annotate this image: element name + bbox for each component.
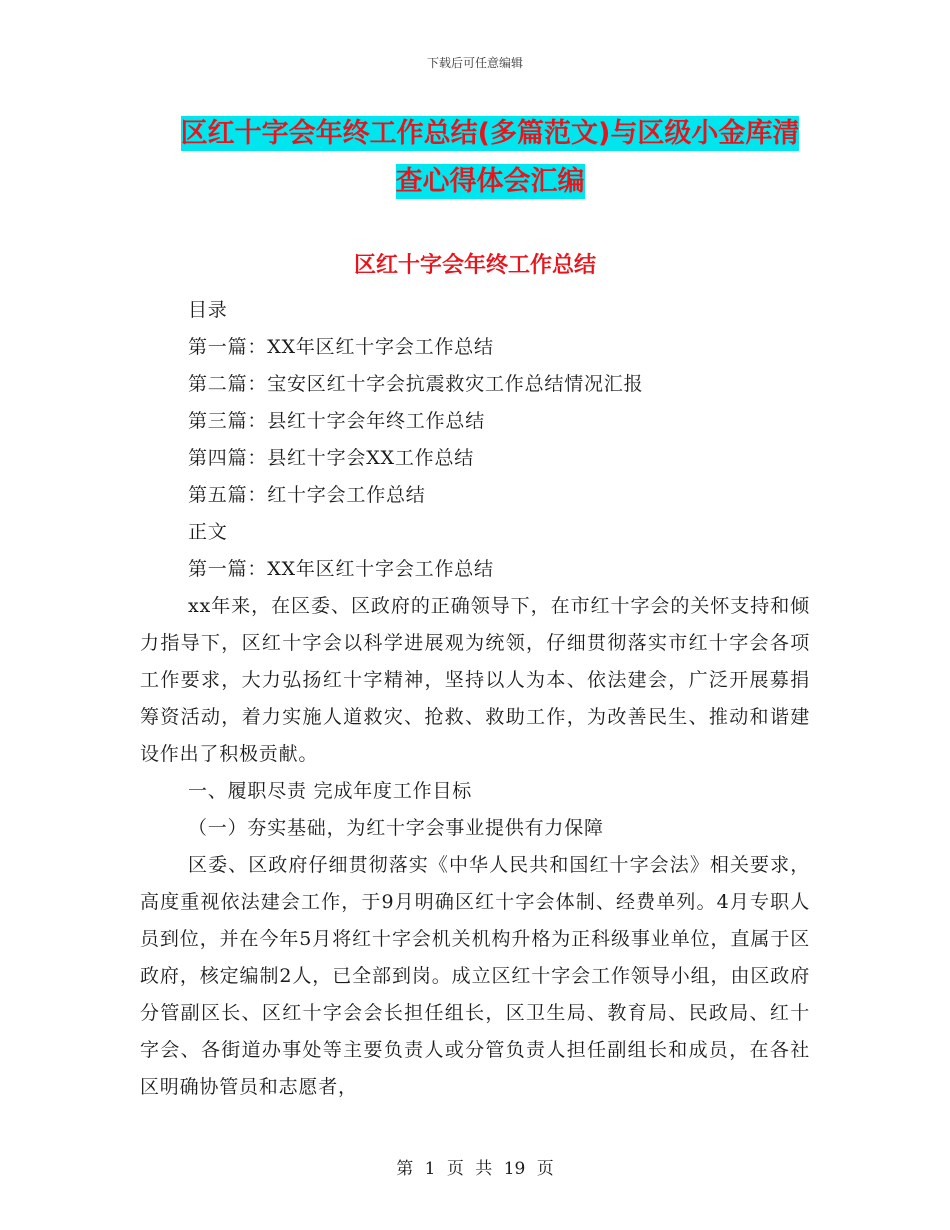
toc-item: 第四篇：县红十字会XX工作总结 [188,447,475,469]
body-label: 正文 [188,521,228,543]
paragraph: xx年来，在区委、区政府的正确领导下，在市红十字会的关怀支持和倾力指导下，区红十字会以科学进展观为统领，仔细贯彻落实市红十字会各项工作要求，大力弘扬红十字精神，坚持以人为本、依法建会，广泛开展募捐筹资活动，着力实施人道救灾、抢救、救助工作，为改善民生、推动和谐建设作出了积极贡献。 [140,595,810,765]
document-body [140,292,810,1106]
chapter-title: 第一篇：XX年区红十字会工作总结 [188,558,494,580]
toc-item: 第三篇：县红十字会年终工作总结 [188,410,486,432]
subsection-heading: （一）夯实基础，为红十字会事业提供有力保障 [188,817,604,839]
toc-item: 第一篇：XX年区红十字会工作总结 [188,336,494,358]
toc-item: 第二篇：宝安区红十字会抗震救灾工作总结情况汇报 [188,373,644,395]
page-footer: 第 1 页 共 19 页 [396,1159,554,1179]
document-title [140,110,840,206]
section-heading: 一、履职尽责 完成年度工作目标 [188,780,473,802]
toc-label: 目录 [188,299,228,321]
document-title-line2: 查心得体会汇编 [395,166,585,197]
paragraph: 区委、区政府仔细贯彻落实《中华人民共和国红十字会法》相关要求，高度重视依法建会工作，于9月明确区红十字会体制、经费单列。4月专职人员到位，并在今年5月将红十字会机关机构升格为正科级事业单位，直属于区政府，核定编制2人，已全部到岗。成立区红十字会工作领导小组，由区政府分管副区长、区红十字会会长担任组长，区卫生局、教育局、民政局、红十字会、各街道办事处等主要负责人或分管负责人担任副组长和成员，在各社区明确协管员和志愿者， [140,854,810,1098]
document-title-line1: 区红十字会年终工作总结(多篇范文)与区级小金库清 [180,118,800,149]
toc-item: 第五篇：红十字会工作总结 [188,484,426,506]
section-title: 区红十字会年终工作总结 [353,253,596,278]
page-header-note: 下载后可任意编辑 [426,56,523,70]
